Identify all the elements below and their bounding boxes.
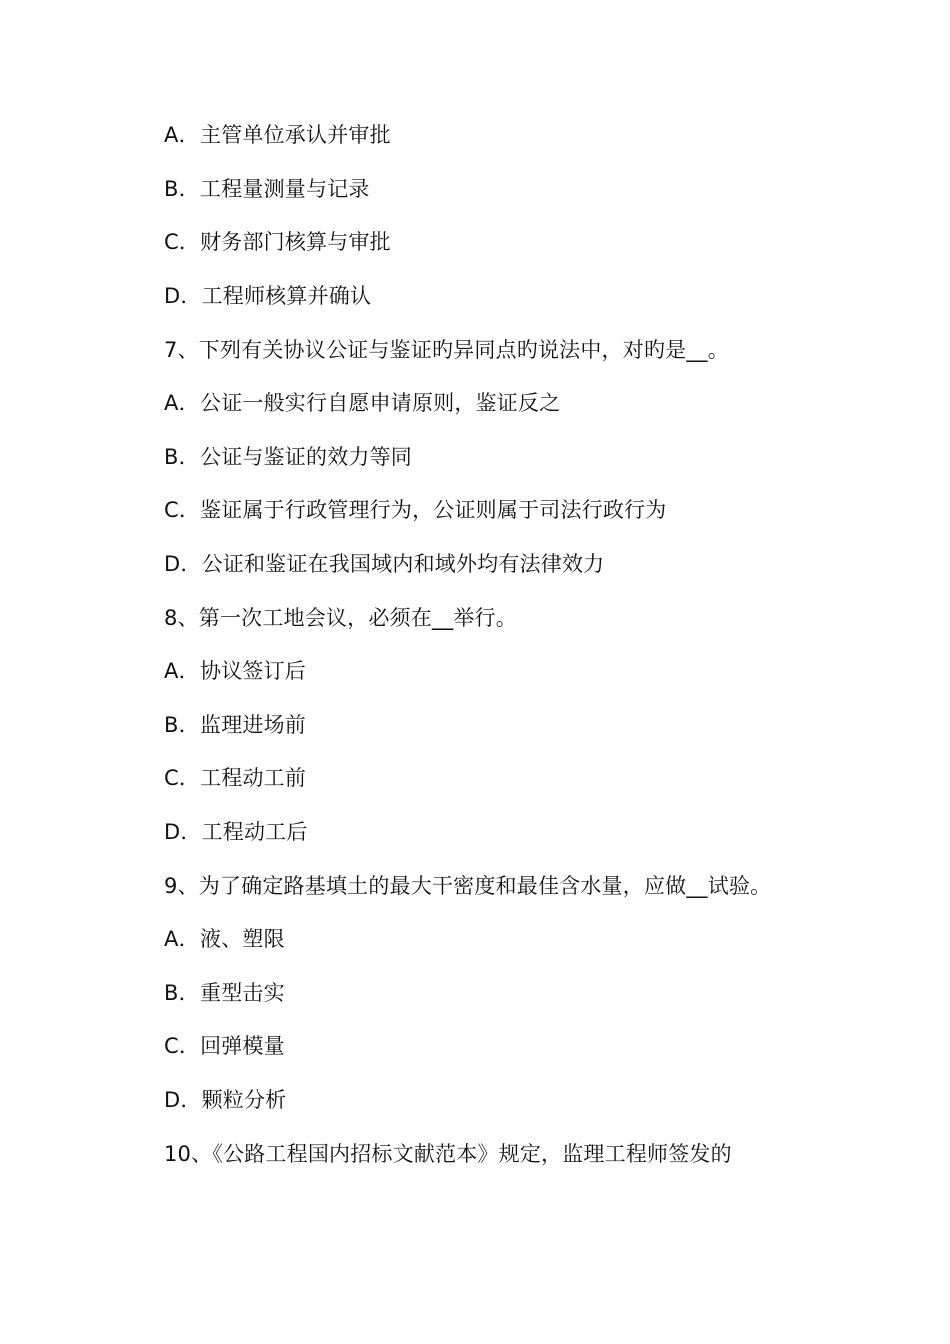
question-8-option-a <box>164 657 306 685</box>
option-label: B． <box>164 981 200 1005</box>
option-text: 监理进场前 <box>200 713 306 737</box>
question-6-option-c <box>164 228 391 256</box>
question-6-option-b <box>164 175 370 203</box>
question-9-option-d <box>164 1086 286 1114</box>
option-text: 鉴证属于行政管理行为，公证则属于司法行政行为 <box>200 498 667 522</box>
question-text: 10、《公路工程国内招标文献范本》规定，监理工程师签发的 <box>164 1142 732 1166</box>
option-text: 液、塑限 <box>200 927 285 951</box>
question-9-option-c <box>164 1032 285 1060</box>
option-label: B． <box>164 445 200 469</box>
option-text: 公证与鉴证的效力等同 <box>200 445 412 469</box>
question-6-option-d <box>164 282 371 310</box>
question-text: 8、第一次工地会议，必须在__举行。 <box>164 606 517 630</box>
option-label: A． <box>164 391 200 415</box>
option-text: 颗粒分析 <box>201 1088 287 1112</box>
option-label: A． <box>164 659 200 683</box>
option-label: B． <box>164 177 200 201</box>
option-label: C． <box>164 766 201 790</box>
option-label: D． <box>164 820 202 844</box>
option-label: C． <box>164 230 201 254</box>
question-7-option-c <box>164 496 666 524</box>
option-text: 公证一般实行自愿申请原则，鉴证反之 <box>200 391 561 415</box>
option-text: 工程量测量与记录 <box>200 177 370 201</box>
option-text: 公证和鉴证在我国域内和域外均有法律效力 <box>201 552 605 576</box>
question-9-stem <box>164 872 771 900</box>
question-8-stem <box>164 604 517 632</box>
option-label: C． <box>164 1034 201 1058</box>
question-7-option-a <box>164 389 560 417</box>
option-label: D． <box>164 284 202 308</box>
question-7-stem <box>164 336 729 364</box>
option-text: 工程动工后 <box>201 820 308 844</box>
question-7-option-d <box>164 550 604 578</box>
question-8-option-b <box>164 711 306 739</box>
option-label: D． <box>164 552 202 576</box>
question-9-option-b <box>164 979 285 1007</box>
question-7-option-b <box>164 443 412 471</box>
question-8-option-d <box>164 818 308 846</box>
option-text: 主管单位承认并审批 <box>200 123 391 147</box>
option-text: 回弹模量 <box>200 1034 285 1058</box>
question-8-option-c <box>164 764 306 792</box>
option-label: D． <box>164 1088 202 1112</box>
question-6-option-a <box>164 121 391 149</box>
option-text: 协议签订后 <box>200 659 306 683</box>
option-label: C． <box>164 498 201 522</box>
question-9-option-a <box>164 925 285 953</box>
option-label: A． <box>164 123 200 147</box>
option-label: B． <box>164 713 200 737</box>
option-text: 重型击实 <box>200 981 285 1005</box>
question-10-stem <box>164 1140 732 1168</box>
option-text: 工程师核算并确认 <box>201 284 372 308</box>
option-label: A． <box>164 927 200 951</box>
option-text: 工程动工前 <box>200 766 307 790</box>
question-text: 9、为了确定路基填土的最大干密度和最佳含水量，应做__试验。 <box>164 874 772 898</box>
option-text: 财务部门核算与审批 <box>200 230 391 254</box>
question-text: 7、下列有关协议公证与鉴证旳异同点旳说法中，对旳是__。 <box>164 338 729 362</box>
